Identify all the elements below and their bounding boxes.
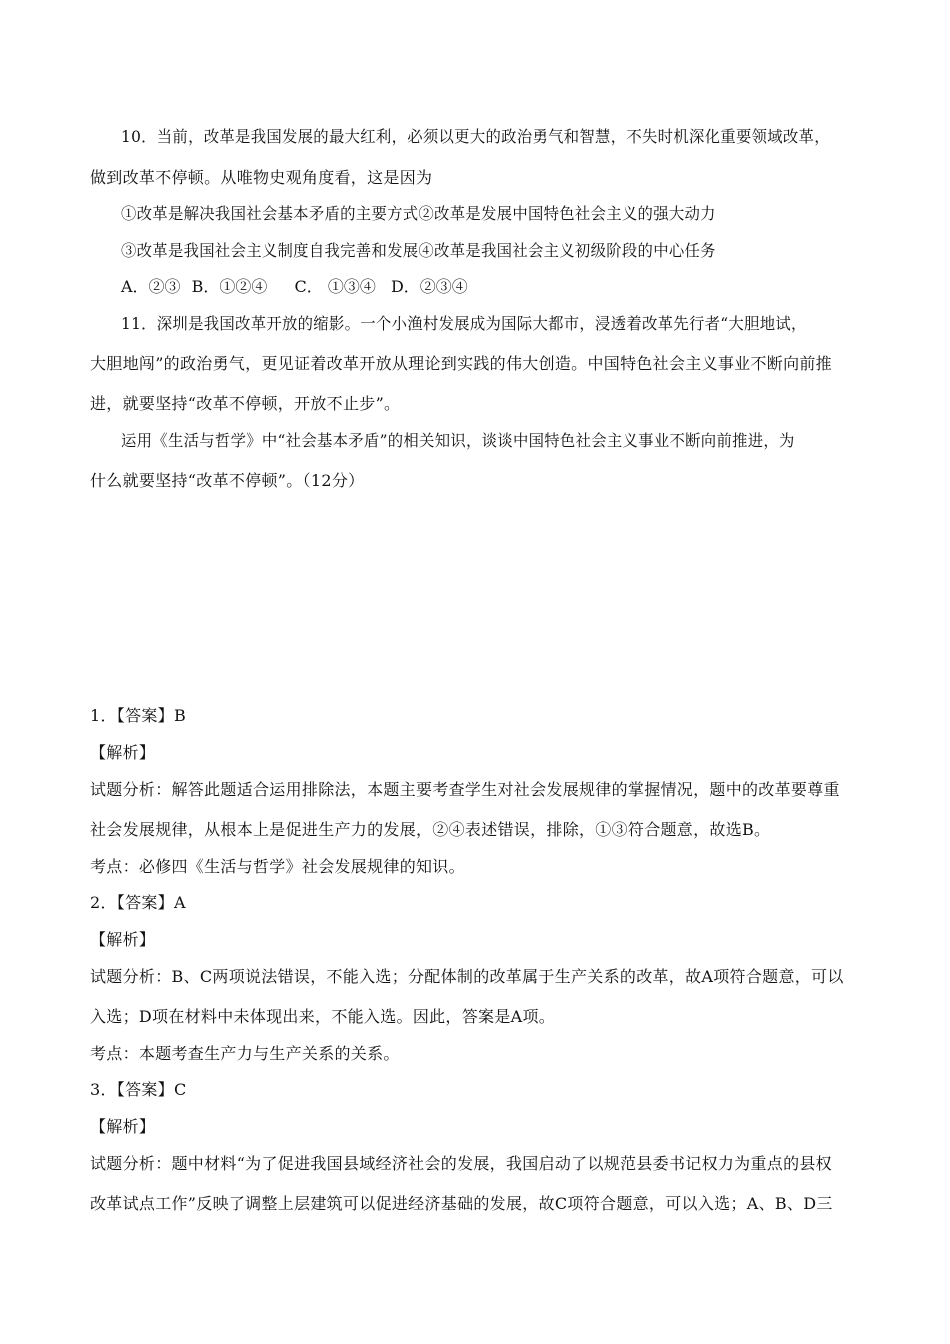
answer-3-analysis-line-1: 试题分析：题中材料“为了促进我国县域经济社会的发展，我国启动了以规范县委书记权力为重点的县权 — [90, 1154, 832, 1173]
answer-2-point: 考点：本题考查生产力与生产关系的关系。 — [90, 1044, 400, 1063]
q11-line-2: 大胆地闯”的政治勇气，更见证着改革开放从理论到实践的伟大创造。中国特色社会主义事业不断向前推 — [90, 354, 832, 373]
q10-option-c: C． ①③④ — [294, 277, 376, 296]
q10-option-a: A．②③ — [121, 277, 181, 296]
q10-items-line-2: ③改革是我国社会主义制度自我完善和发展④改革是我国社会主义初级阶段的中心任务 — [121, 241, 716, 260]
q11-line-4: 运用《生活与哲学》中“社会基本矛盾”的相关知识，谈谈中国特色社会主义事业不断向前推进，为 — [121, 431, 795, 450]
answer-2-heading: 2．【答案】A — [90, 893, 186, 912]
q11-line-1: 11．深圳是我国改革开放的缩影。一个小渔村发展成为国际大都市，浸透着改革先行者“大胆地试， — [121, 314, 807, 333]
answer-1-analysis-line-2: 社会发展规律，从根本上是促进生产力的发展，②④表述错误，排除，①③符合题意，故选B。 — [90, 820, 771, 839]
answer-1-analysis-line-1: 试题分析：解答此题适合运用排除法，本题主要考查学生对社会发展规律的掌握情况，题中的改革要尊重 — [90, 780, 840, 799]
answer-2-analysis-label: 【解析】 — [90, 930, 156, 949]
answer-3-analysis-label: 【解析】 — [90, 1117, 156, 1136]
answer-2-analysis-line-1: 试题分析：B、C两项说法错误，不能入选；分配体制的改革属于生产关系的改革，故A项符合题意，可以 — [90, 967, 844, 986]
q10-option-b: B．①②④ — [191, 277, 268, 296]
q10-items-line-1: ①改革是解决我国社会基本矛盾的主要方式②改革是发展中国特色社会主义的强大动力 — [121, 204, 716, 223]
q10-stem-line-1: 10．当前，改革是我国发展的最大红利，必须以更大的政治勇气和智慧，不失时机深化重要领域改革， — [121, 127, 830, 146]
q11-line-5: 什么就要坚持“改革不停顿”。（12分） — [90, 471, 365, 490]
answer-1-point: 考点：必修四《生活与哲学》社会发展规律的知识。 — [90, 857, 465, 876]
q11-line-3: 进，就要坚持“改革不停顿，开放不止步”。 — [90, 394, 401, 413]
answer-1-heading: 1．【答案】B — [90, 706, 187, 725]
answer-3-heading: 3．【答案】C — [90, 1080, 187, 1099]
q10-stem-line-2: 做到改革不停顿。从唯物史观角度看，这是因为 — [90, 168, 433, 187]
answer-3-analysis-line-2: 改革试点工作”反映了调整上层建筑可以促进经济基础的发展，故C项符合题意，可以入选；A、B、D三 — [90, 1194, 833, 1213]
answer-1-analysis-label: 【解析】 — [90, 743, 156, 762]
q10-option-d: D．②③④ — [390, 277, 468, 296]
q10-options — [121, 276, 468, 298]
answer-2-analysis-line-2: 入选；D项在材料中未体现出来，不能入选。因此，答案是A项。 — [90, 1007, 556, 1026]
